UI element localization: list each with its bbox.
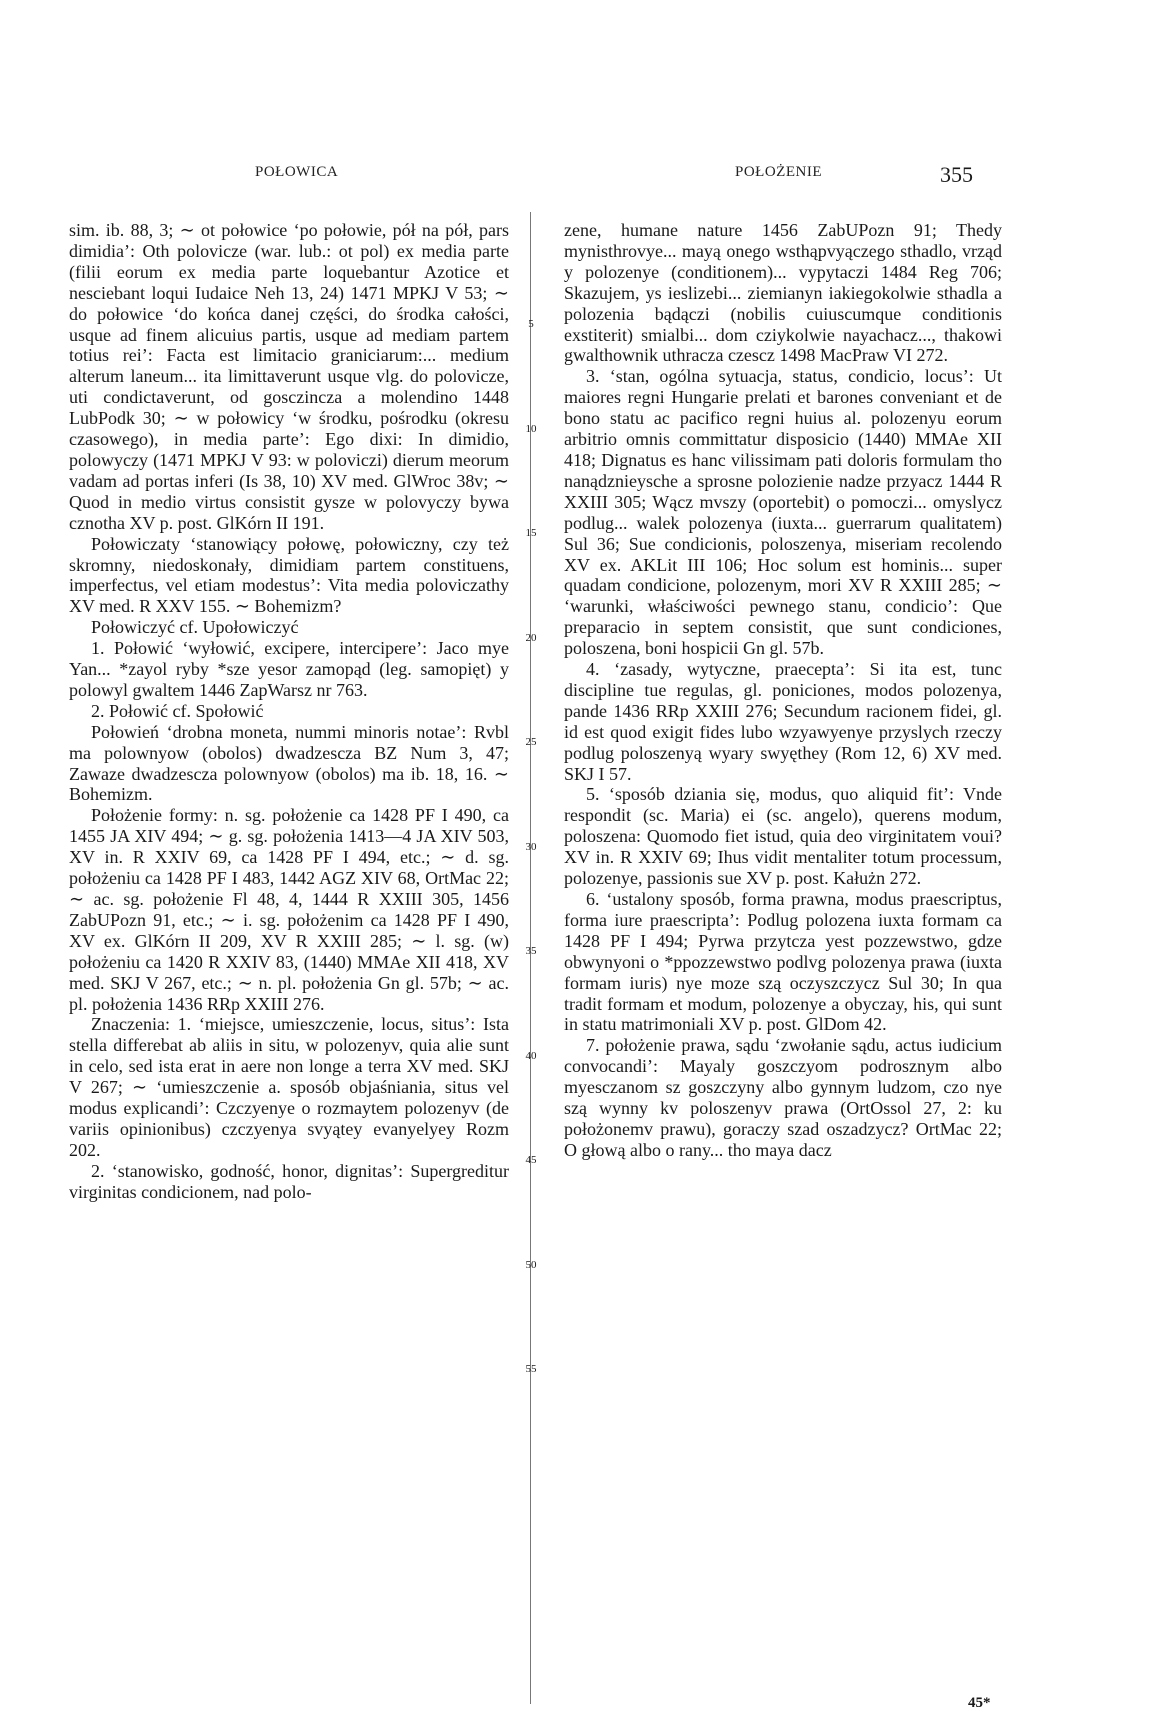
- column-divider: [530, 212, 531, 1704]
- running-head-left: POŁOWICA: [255, 164, 339, 180]
- line-number: 45: [525, 1154, 537, 1166]
- paragraph: sim. ib. 88, 3; ∼ ot połowice ‘po połowie, pół na pół, pars dimidia’: Oth polovicze (war. lub.: ot pol) ex media parte (filii eorum ex media parte loquebantur Azotice et nesciebant loqui Iudaice Neh 13, 24) 1471 MPKJ V 53; ∼ do połowice ‘do końca danej części, do środka całości, usque ad finem alicuius partis, usque ad mediam partem totius rei’: Facta est limitacio graniciarum:... medium alterum laneum... ita limittaverunt usque vlg. do polovicze, uti condictaverunt, od gosczincza a molendino 1448 LubPodk 30; ∼ w połowicy ‘w środku, pośrodku (okresu czasowego), in media parte’: Ego dixi: In dimidio, polowyczy (1471 MPKJ V 93: w poloviczi) dierum meorum vadam ad portas inferi (Is 38, 10) XV med. GlWroc 38v; ∼ Quod in medio virtus consistit gysze w polovyczy bywa cznotha XV p. post. GlKórn II 191.: [69, 220, 509, 533]
- running-head-middle: POŁOŻENIE: [735, 164, 822, 180]
- paragraph: 4. ‘zasady, wytyczne, praecepta’: Si ita est, tunc discipline tue regulas, gl. poniciones, modos polozenya, pande 1436 RRp XXIII 276; Secundum racionem fidei, gl. id est quod exigit fides lubo wzyawyenye przyslych rzeczy podlug poloszenyą wyary swyęthey (Rom 12, 6) XV med. SKJ I 57.: [564, 659, 1002, 784]
- printer-signature: 45*: [968, 1695, 991, 1711]
- paragraph: Położenie formy: n. sg. położenie ca 1428 PF I 490, ca 1455 JA XIV 494; ∼ g. sg. położenia 1413—4 JA XIV 503, XV in. R XXIV 69, ca 1428 PF I 494, etc.; ∼ d. sg. położeniu ca 1428 PF I 483, 1442 AGZ XIV 68, OrtMac 22; ∼ ac. sg. położenie Fl 48, 4, 1444 R XXIII 305, 1456 ZabUPozn 91, etc.; ∼ i. sg. położenim ca 1428 PF I 490, XV ex. GlKórn II 209, XV R XXIII 285; ∼ l. sg. (w) położeniu ca 1420 R XXIV 83, (1440) MMAe XII 418, XV med. SKJ V 267, etc.; ∼ n. pl. położenia Gn gl. 57b; ∼ ac. pl. położenia 1436 RRp XXIII 276.: [69, 805, 509, 1014]
- line-number: 10: [525, 423, 537, 435]
- paragraph: Znaczenia: 1. ‘miejsce, umieszczenie, locus, situs’: Ista stella differebat ab aliis in situ, w polozenyv, quia alie sunt in celo, sed ista erat in aere non longe a terra XV med. SKJ V 267; ∼ ‘umieszczenie a. sposób objaśniania, situs vel modus explicandi’: Czczyenye o rozmaytem polozenyv (de variis opinionibus) czczyenya svyątey evanyelyey Rozm 202.: [69, 1014, 509, 1160]
- line-number: 55: [525, 1363, 537, 1375]
- paragraph: Połowień ‘drobna moneta, nummi minoris notae’: Rvbl ma polownyow (obolos) dwadzescza BZ Num 3, 47; Zawaze dwadzescza polownyow (obolos) ma ib. 18, 16. ∼ Bohemizm.: [69, 721, 509, 805]
- paragraph: 1. Połowić ‘wyłowić, excipere, intercipere’: Jaco mye Yan... *zayol ryby *sze yesor zamopąd (leg. samopięt) y polowyl gwaltem 1446 ZapWarsz nr 763.: [69, 638, 509, 700]
- line-number: 35: [525, 945, 537, 957]
- paragraph: Połowiczyć cf. Upołowiczyć: [91, 617, 299, 638]
- paragraph: Połowiczaty ‘stanowiący połowę, połowiczny, czy też skromny, niedoskonały, dimidiam partem constituens, imperfectus, vel etiam modestus’: Vita media poloviczathy XV med. R XXV 155. ∼ Bohemizm?: [69, 533, 509, 617]
- line-number: 50: [525, 1259, 537, 1271]
- paragraph: 2. Połowić cf. Społowić: [91, 700, 264, 721]
- line-number: 30: [525, 841, 537, 853]
- paragraph: 2. ‘stanowisko, godność, honor, dignitas’: Supergreditur virginitas condicionem, nad polo-: [69, 1160, 509, 1202]
- paragraph: zene, humane nature 1456 ZabUPozn 91; Thedy mynisthrovye... mayą onego wsthąpvyączego sthadlo, vrząd y polozenye (conditionem)... vypytaczi 1484 Reg 706; Skazujem, ys ieslizebi... ziemianyn iakiegokolwie sthadla a polozenia bądączi (nobilis cuiuscumque conditionis exstiterit) smialbi... dom cziykolwie nayachacz..., thakowi gwalthownik uthracza czescz 1498 MacPraw VI 272.: [564, 220, 1002, 366]
- paragraph: 3. ‘stan, ogólna sytuacja, status, condicio, locus’: Ut maiores regni Hungarie prelati et barones conveniant et de bono statu ac pacifico regni huius al. polozenyu eorum arbitrio omnis committatur disposicio (1440) MMAe XII 418; Dignatus es hanc vilissimam pati doloris formulam tho nanądznieysche a sprosne polozienie nadze przyacz 1444 R XXIII 305; Wącz mvszy (oportebit) o pomoczi... omyslycz podlug... walek polozenya (iuxta... guerrarum qualitatem) Sul 36; Sue condicionis, poloszenya, miseriam recolendo XV ex. AKLit III 106; Hoc solum est hominis... super quadam condicione, polozenym, mori XV R XXIII 285; ∼ ‘warunki, właściwości pewnego stanu, condicio’: Que preparacio in septem consistit, que sunt condiciones, poloszena, boni hospicii Gn gl. 57b.: [564, 366, 1002, 659]
- paragraph: 7. położenie prawa, sądu ‘zwołanie sądu, actus iudicium convocandi’: Mayaly goszczyom podrosznym albo myesczanom sz goszczyny albo gynnym ludzom, czo nye szą wynny kv poloszenyv prawa (OrtOssol 27, 2: ku położonemv prawu), goraczy szad oszadzycz? OrtMac 22; O głową albo o rany... tho maya dacz: [564, 1035, 1002, 1160]
- paragraph: 6. ‘ustalony sposób, forma prawna, modus praescriptus, forma iure praescripta’: Podlug polozena iuxta formam ca 1428 PF I 494; Pyrwa przytcza yest pozzewstwo, gdze obwynyoni o *ppozzewstwo podlvg polozenya prawa (iuxta formam iuris) nye moze szą oczyszczycz Sul 30; In qua tradit formam et modum, polozenye a obyczay, his, qui sunt in statu matrimoniali XV p. post. GlDom 42.: [564, 889, 1002, 1035]
- line-number: 20: [525, 632, 537, 644]
- line-number: 15: [525, 527, 537, 539]
- paragraph: 5. ‘sposób dziania się, modus, quo aliquid fit’: Vnde respondit (sc. Maria) ei (sc. angelo), querens modum, poloszena: Quomodo fiet istud, quia deo virginitatem voui? XV in. R XXIV 69; Ihus vidit mentaliter totum processum, polozenye, passionis sue XV p. post. Kałużn 272.: [564, 784, 1002, 889]
- line-number: 40: [525, 1050, 537, 1062]
- right-column: [564, 220, 1002, 1161]
- line-number: 5: [528, 318, 534, 330]
- page-number: 355: [940, 162, 973, 187]
- line-number: 25: [525, 736, 537, 748]
- left-column: [69, 220, 509, 1203]
